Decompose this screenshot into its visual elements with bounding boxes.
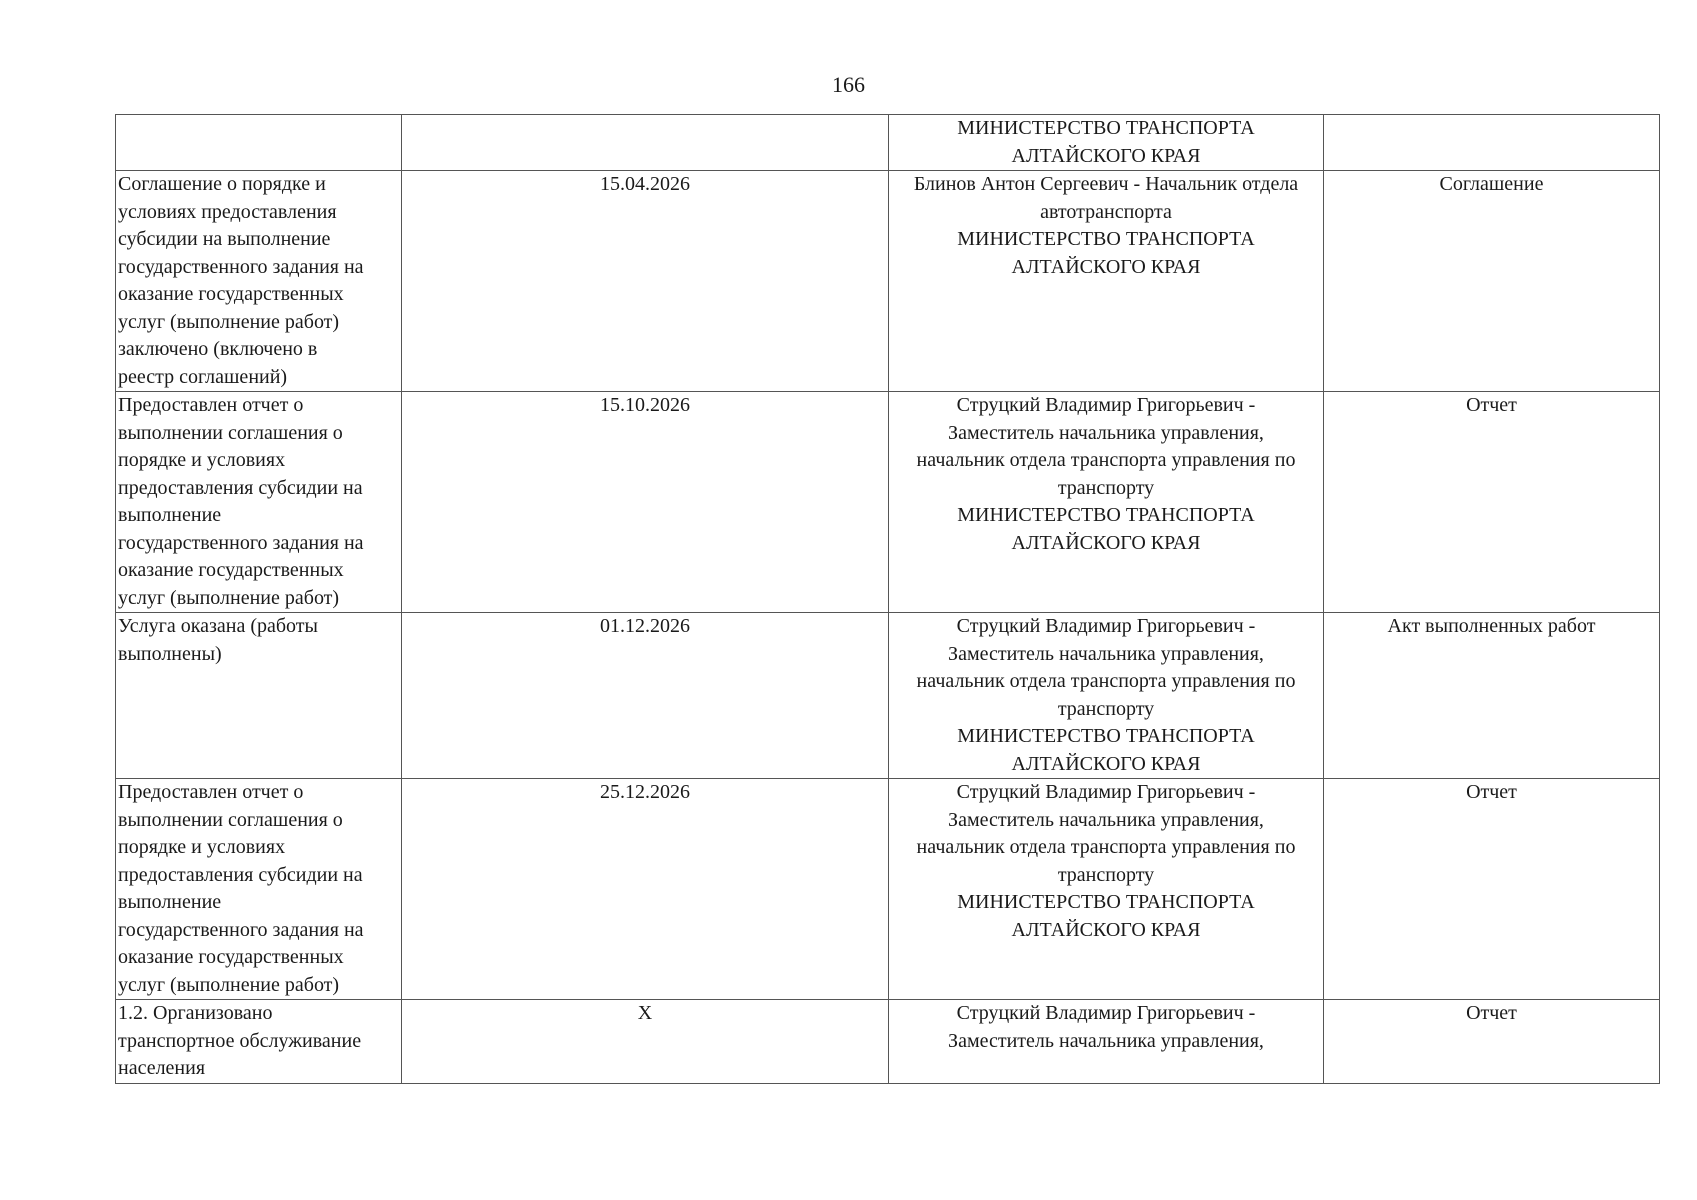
responsible-line: начальник отдела транспорта управления по (916, 670, 1296, 692)
responsible-line: транспорту (1057, 863, 1155, 886)
control-points-table (115, 114, 1660, 1084)
page-number: 166 (832, 72, 865, 97)
table-row (116, 392, 1660, 613)
event-cell (116, 392, 402, 613)
responsible-line: Блинов Антон Сергеевич - Начальник отдела (913, 173, 1299, 195)
event-line: 1.2. Организовано (118, 1002, 273, 1024)
document-cell (1324, 1000, 1660, 1084)
responsible-cell (889, 115, 1324, 171)
event-cell (116, 171, 402, 392)
responsible-cell (889, 171, 1324, 392)
responsible-line: Заместитель начальника управления, (948, 421, 1264, 444)
event-line: порядке и условиях (118, 449, 286, 471)
responsible-line: транспорту (1057, 697, 1155, 720)
event-line: услуг (выполнение работ) (118, 310, 340, 333)
responsible-line: АЛТАЙСКОГО КРАЯ (1011, 144, 1201, 167)
event-cell (116, 779, 402, 1000)
event-line: государственного задания на (118, 531, 364, 554)
event-line: выполнение (118, 891, 222, 913)
event-line: оказание государственных (118, 283, 344, 305)
responsible-line: автотранспорта (1040, 200, 1172, 223)
responsible-cell (889, 613, 1324, 779)
date-text: X (637, 1002, 653, 1024)
responsible-cell (889, 1000, 1324, 1084)
responsible-line: транспорту (1057, 476, 1155, 499)
event-line: реестр соглашений) (118, 365, 288, 388)
date-cell (402, 392, 889, 613)
event-line: оказание государственных (118, 559, 344, 581)
event-cell (116, 1000, 402, 1084)
responsible-line: Струцкий Владимир Григорьевич - (956, 1002, 1256, 1024)
table-row (116, 1000, 1660, 1084)
document-cell (1324, 115, 1660, 171)
date-cell (402, 613, 889, 779)
document-cell (1324, 613, 1660, 779)
date-cell (402, 115, 889, 171)
responsible-line: МИНИСТЕРСТВО ТРАНСПОРТА (957, 228, 1255, 250)
date-cell (402, 779, 889, 1000)
responsible-line: АЛТАЙСКОГО КРАЯ (1011, 255, 1201, 278)
event-line: выполнении соглашения о (118, 421, 343, 444)
event-cell (116, 613, 402, 779)
document-type: Отчет (1466, 394, 1517, 416)
event-line: государственного задания на (118, 918, 364, 941)
responsible-cell (889, 392, 1324, 613)
responsible-line: МИНИСТЕРСТВО ТРАНСПОРТА (957, 891, 1255, 913)
responsible-line: Струцкий Владимир Григорьевич - (956, 615, 1256, 637)
date-text: 25.12.2026 (600, 781, 690, 803)
document-cell (1324, 171, 1660, 392)
responsible-line: МИНИСТЕРСТВО ТРАНСПОРТА (957, 504, 1255, 526)
table-row (116, 171, 1660, 392)
event-line: Услуга оказана (работы (118, 615, 318, 637)
table-row (116, 779, 1660, 1000)
event-line: населения (118, 1057, 206, 1079)
event-line: услуг (выполнение работ) (118, 973, 340, 996)
table-row (116, 115, 1660, 171)
responsible-line: МИНИСТЕРСТВО ТРАНСПОРТА (957, 117, 1255, 139)
document-cell (1324, 392, 1660, 613)
responsible-line: Заместитель начальника управления, (948, 808, 1264, 831)
document-type: Акт выполненных работ (1387, 615, 1596, 637)
event-line: предоставления субсидии на (118, 863, 363, 886)
responsible-line: Заместитель начальника управления, (948, 642, 1264, 665)
date-cell (402, 171, 889, 392)
event-line: предоставления субсидии на (118, 476, 363, 499)
document-type: Отчет (1466, 1002, 1517, 1024)
date-text: 01.12.2026 (600, 615, 690, 637)
responsible-line: начальник отдела транспорта управления по (916, 836, 1296, 858)
responsible-line: Струцкий Владимир Григорьевич - (956, 781, 1256, 803)
event-line: услуг (выполнение работ) (118, 586, 340, 609)
responsible-line: АЛТАЙСКОГО КРАЯ (1011, 531, 1201, 554)
event-line: заключено (включено в (118, 338, 318, 360)
date-text: 15.04.2026 (600, 173, 690, 195)
responsible-line: Струцкий Владимир Григорьевич - (956, 394, 1256, 416)
event-line: выполнены) (118, 642, 222, 665)
responsible-line: АЛТАЙСКОГО КРАЯ (1011, 918, 1201, 941)
event-line: выполнении соглашения о (118, 808, 343, 831)
responsible-cell (889, 779, 1324, 1000)
event-cell (116, 115, 402, 171)
event-line: Соглашение о порядке и (118, 173, 326, 195)
date-text: 15.10.2026 (600, 394, 690, 416)
responsible-line: Заместитель начальника управления, (948, 1029, 1264, 1052)
responsible-line: АЛТАЙСКОГО КРАЯ (1011, 752, 1201, 775)
event-line: условиях предоставления (118, 200, 337, 223)
date-cell (402, 1000, 889, 1084)
event-line: транспортное обслуживание (118, 1029, 362, 1052)
responsible-line: МИНИСТЕРСТВО ТРАНСПОРТА (957, 725, 1255, 747)
event-line: государственного задания на (118, 255, 364, 278)
event-line: Предоставлен отчет о (118, 781, 304, 803)
event-line: оказание государственных (118, 946, 344, 968)
table-row (116, 613, 1660, 779)
event-line: порядке и условиях (118, 836, 286, 858)
event-line: Предоставлен отчет о (118, 394, 304, 416)
table-body (116, 115, 1660, 1084)
document-cell (1324, 779, 1660, 1000)
document-type: Соглашение (1439, 173, 1544, 195)
responsible-line: начальник отдела транспорта управления по (916, 449, 1296, 471)
event-line: субсидии на выполнение (118, 228, 331, 250)
document-type: Отчет (1466, 781, 1517, 803)
event-line: выполнение (118, 504, 222, 526)
